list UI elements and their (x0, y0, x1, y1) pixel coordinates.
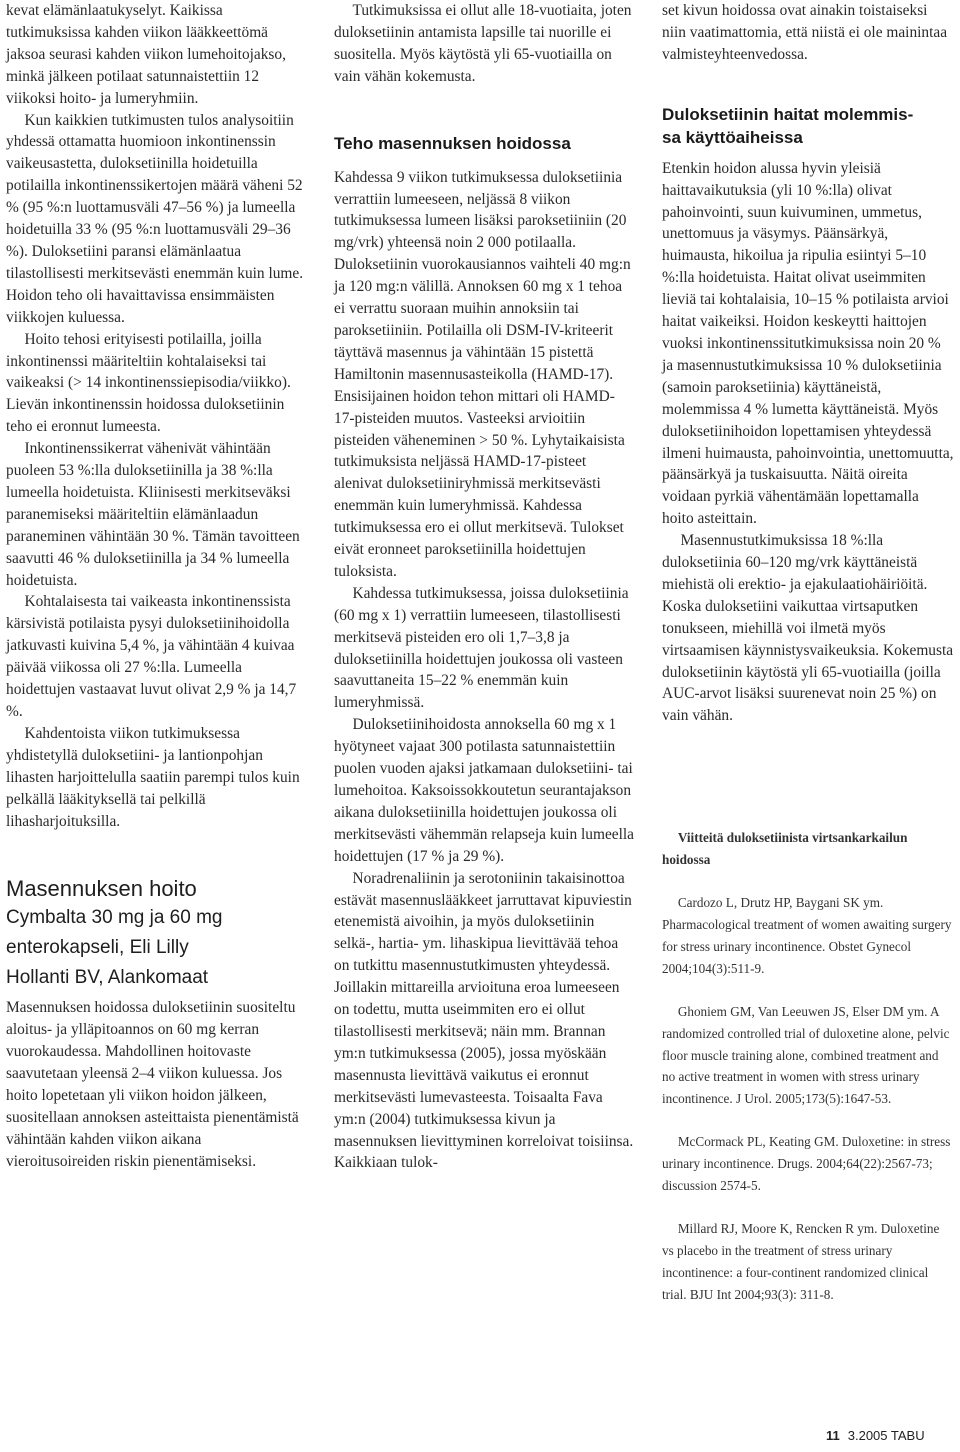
section-heading: Teho masennuksen hoidossa (334, 133, 571, 153)
paragraph: Kahdentoista viikon tutkimuksessa yhdistetyllä duloksetiini- ja lantionpohjan lihasten harjoittelulla saatiin parempi tulos kuin pelkällä lääkityksellä tai pelkillä lihasharjoituksilla. (6, 724, 300, 830)
drug-heading-line: enterokapseli, Eli Lilly (6, 937, 189, 959)
column-left (6, 0, 306, 1173)
paragraph: set kivun hoidossa ovat ainakin toistaiseksi niin vaatimattomia, että niistä ei ole mainintaa valmisteyhteenvedossa. (662, 2, 948, 63)
paragraph: Kohtalaisesta tai vaikeasta inkontinenssista kärsivistä potilaista pysyi duloksetiinihoidolla jatkuvasti kuivina 5,4 %, ja vähintään 4 kuivaa päivää viikossa oli 27 %:lla. Lumeella hoidettujen vastaavat luvut olivat 2,9 % ja 14,7 %. (6, 593, 297, 720)
drug-heading-title: Masennuksen hoito (6, 876, 197, 902)
section-heading-line: sa käyttöaiheissa (662, 127, 803, 147)
page-number: 11 (826, 1428, 840, 1443)
drug-heading (6, 874, 306, 993)
paragraph: kevat elämänlaatukyselyt. Kaikissa tutkimuksissa kahden viikon lääkkeettömä jaksoa seurasi kahden viikon lumehoitojakso, minkä jälkeen potilaat satunnaistettiin 12 viikoksi hoito- ja lumeryhmiin. (6, 2, 286, 107)
paragraph: Tutkimuksissa ei ollut alle 18-vuotiaita, joten duloksetiinin antamista lapsille tai nuorille ei suositella. Myös käytöstä yli 65-vuotiailla on vain vähän kokemusta. (334, 2, 632, 85)
references-title: Viitteitä duloksetiinista virtsankarkailun hoidossa (662, 830, 908, 868)
paragraph: Hoito tehosi erityisesti potilailla, joilla inkontinenssi määriteltiin kohtalaiseksi tai vaikeaksi (> 14 inkontinenssiepisodia/viikko). Lievän inkontinenssin hoidossa duloksetiinin teho ei eronnut lumeesta. (6, 330, 291, 436)
section-heading-line: Duloksetiinin haitat molemmis- (662, 104, 914, 124)
reference-item: Millard RJ, Moore K, Rencken R ym. Duloxetine vs placebo in the treatment of stress urinary incontinence: a four-continent randomized clinical trial. BJU Int 2004;93(3): 311-8. (662, 1220, 940, 1302)
paragraph: Noradrenaliinin ja serotoniinin takaisinottoa estävät masennuslääkkeet jarruttavat kipuviestin etenemistä aivoihin, ja myös duloksetiinin selkä-, hartia- ym. lihaskipua lievittävää tehoa on tutkittu masennustutkimusten yhteydessä. Joillakin mittareilla arvioituna eroa lumeeseen on todettu, mutta useimmiten ero ei ollut tilastollisesti merkitsevä; näin mm. Brannan ym:n tutkimuksessa (2005), jossa myöskään masennusta lievittävä vaikutus ei eronnut merkitsevästi lumevasteesta. Toisaalta Fava ym:n (2004) tutkimuksessa kivun ja masennuksen lievittyminen korreloivat toisiinsa. Kaikkiaan tulok- (334, 869, 634, 1172)
paragraph: Kahdessa tutkimuksessa, joissa duloksetiinia (60 mg x 1) verrattiin lumeeseen, tilastollisesti merkitsevä pisteiden ero oli 1,7–3,8 ja duloksetiinilla hoidettujen joukossa oli vasteen saavuttaneita 15–22 % enemmän kuin lumeryhmissä. (334, 584, 629, 712)
paragraph: Duloksetiinihoidosta annoksella 60 mg x 1 hyötyneet vajaat 300 potilasta satunnaistettiin puolen vuoden ajaksi jatkamaan duloksetiini- tai lumehoitoa. Kaksoissokkoutetun seurantajakson aikana duloksetiinilla hoidettujen joukossa oli merkitsevästi vähemmän relapseja kuin lumeella hoidettujen (17 % ja 29 %). (334, 716, 635, 865)
paragraph: Masennuksen hoidossa duloksetiinin suositeltu aloitus- ja ylläpitoannos on 60 mg kerran vuorokaudessa. Mahdollinen hoitovaste saavutetaan yleensä 2–4 viikon kuluessa. Jos hoito lopetetaan yli viikon hoidon jälkeen, suositellaan annoksen asteittaista pienentämistä vähintään kahden viikon aikana vieroitusoireiden riskin pienentämiseksi. (6, 999, 299, 1170)
column-middle (334, 0, 634, 1174)
issue-label: 3.2005 TABU (847, 1428, 925, 1443)
paragraph: Kahdessa 9 viikon tutkimuksessa duloksetiinia verrattiin lumeeseen, neljässä 8 viikon tutkimuksessa lumeen lisäksi paroksetiiniin (20 mg/vrk) yhteensä noin 2 000 potilaalla. Duloksetiinin vuorokausiannos vaihteli 40 mg:n ja 120 mg:n välillä. Annoksen 60 mg x 1 tehoa ei verrattu suoraan muihin annoksiin tai paroksetiiniin. Potilailla oli DSM-IV-kriteerit täyttävä masennus ja vähintään 15 pistettä Hamiltonin masennusasteikolla (HAMD-17). Ensisijainen hoidon tehon mittari oli HAMD-17-pisteiden muutos. Vasteeksi arvioitiin pisteiden väheneminen > 50 %. Lyhytaikaisista tutkimuksista neljässä HAMD-17-pisteet alenivat duloksetiiniryhmissä merkitsevästi enemmän kuin lumeryhmissä. Kahdessa tutkimuksessa ero ei ollut merkitsevä. Tulokset eivät eronneet paroksetiinilla hoidettujen tuloksista. (334, 168, 631, 580)
paragraph: Etenkin hoidon alussa hyvin yleisiä haittavaikutuksia (yli 10 %:lla) olivat pahoinvointi, suun kuivuminen, ummetus, unettomuus ja väsymys. Päänsärkyä, huimausta, hikoilua ja ripulia esiintyi 5–10 %:lla hoidetuista. Haitat olivat useimmiten lieviä tai kohtalaisia, 10–15 % potilaista arvioi haitat vaikeiksi. Hoidon keskeytti haittojen vuoksi inkontinenssitutkimuksissa noin 20 % ja masennustutkimuksissa 10 % duloksetiinia (samoin paroksetiinia) käyttäneistä, molemmissa 4 % lumetta käyttäneistä. Myös duloksetiinihoidon lopettamisen yhteydessä ilmeni huimausta, pahoinvointia, unettomuutta, päänsärkyä ja tuskaisuutta. Näitä oireita voidaan pyrkiä vähentämään lopettamalla hoito asteittain. (662, 159, 954, 528)
reference-item: Cardozo L, Drutz HP, Baygani SK ym. Pharmacological treatment of women awaiting surgery for stress urinary incontinence. Obstet Gynecol 2004;104(3):511-9. (662, 895, 952, 976)
paragraph: Inkontinenssikerrat vähenivät vähintään puoleen 53 %:lla duloksetiinilla ja 38 %:lla lumeella hoidetuista. Kliinisesti merkitseväksi paranemiseksi määriteltiin elämänlaadun paraneminen vähintään 30 %. Tämän tavoitteen saavutti 46 % duloksetiinilla ja 34 % lumeella hoidetuista. (6, 440, 300, 589)
column-right (662, 0, 954, 1306)
page-footer (826, 1428, 958, 1443)
drug-heading-line: Cymbalta 30 mg ja 60 mg (6, 907, 223, 929)
section-heading (662, 103, 954, 149)
references (662, 827, 954, 1305)
reference-item: McCormack PL, Keating GM. Duloxetine: in stress urinary incontinence. Drugs. 2004;64(22):2567-73; discussion 2574-5. (662, 1134, 951, 1194)
drug-heading-line: Hollanti BV, Alankomaat (6, 967, 209, 989)
paragraph: Kun kaikkien tutkimusten tulos analysoitiin yhdessä ottamatta huomioon inkontinenssin vaikeusastetta, duloksetiinilla hoidetuilla potilailla inkontinenssikertojen määrä väheni 52 % (95 %:n luottamusväli 47–56 %) ja lumeella hoidetuilla 33 % (95 %:n luottamusväli 29–36 %). Duloksetiini paransi elämänlaatua tilastollisesti merkitsevästi enemmän kuin lume. Hoidon teho oli havaittavissa ensimmäisten viikkojen kuluessa. (6, 111, 304, 326)
paragraph: Masennustutkimuksissa 18 %:lla duloksetiinia 60–120 mg/vrk käyttäneistä miehistä oli erektio- ja ejakulaatiohäiriöitä. Koska duloksetiini vaikuttaa virtsaputken tonukseen, miehillä voi ilmetä myös virtsaamisen käynnistysvaikeuksia. Kokemusta duloksetiinin käytöstä yli 65-vuotiailla (joilla AUC-arvot lisäksi suurenevat noin 25 %) on vain vähän. (662, 532, 954, 725)
reference-item: Ghoniem GM, Van Leeuwen JS, Elser DM ym. A randomized controlled trial of duloxetine alone, pelvic floor muscle training alone, combined treatment and no active treatment in women with stress urinary incontinence. J Urol. 2005;173(5):1647-53. (662, 1003, 950, 1107)
